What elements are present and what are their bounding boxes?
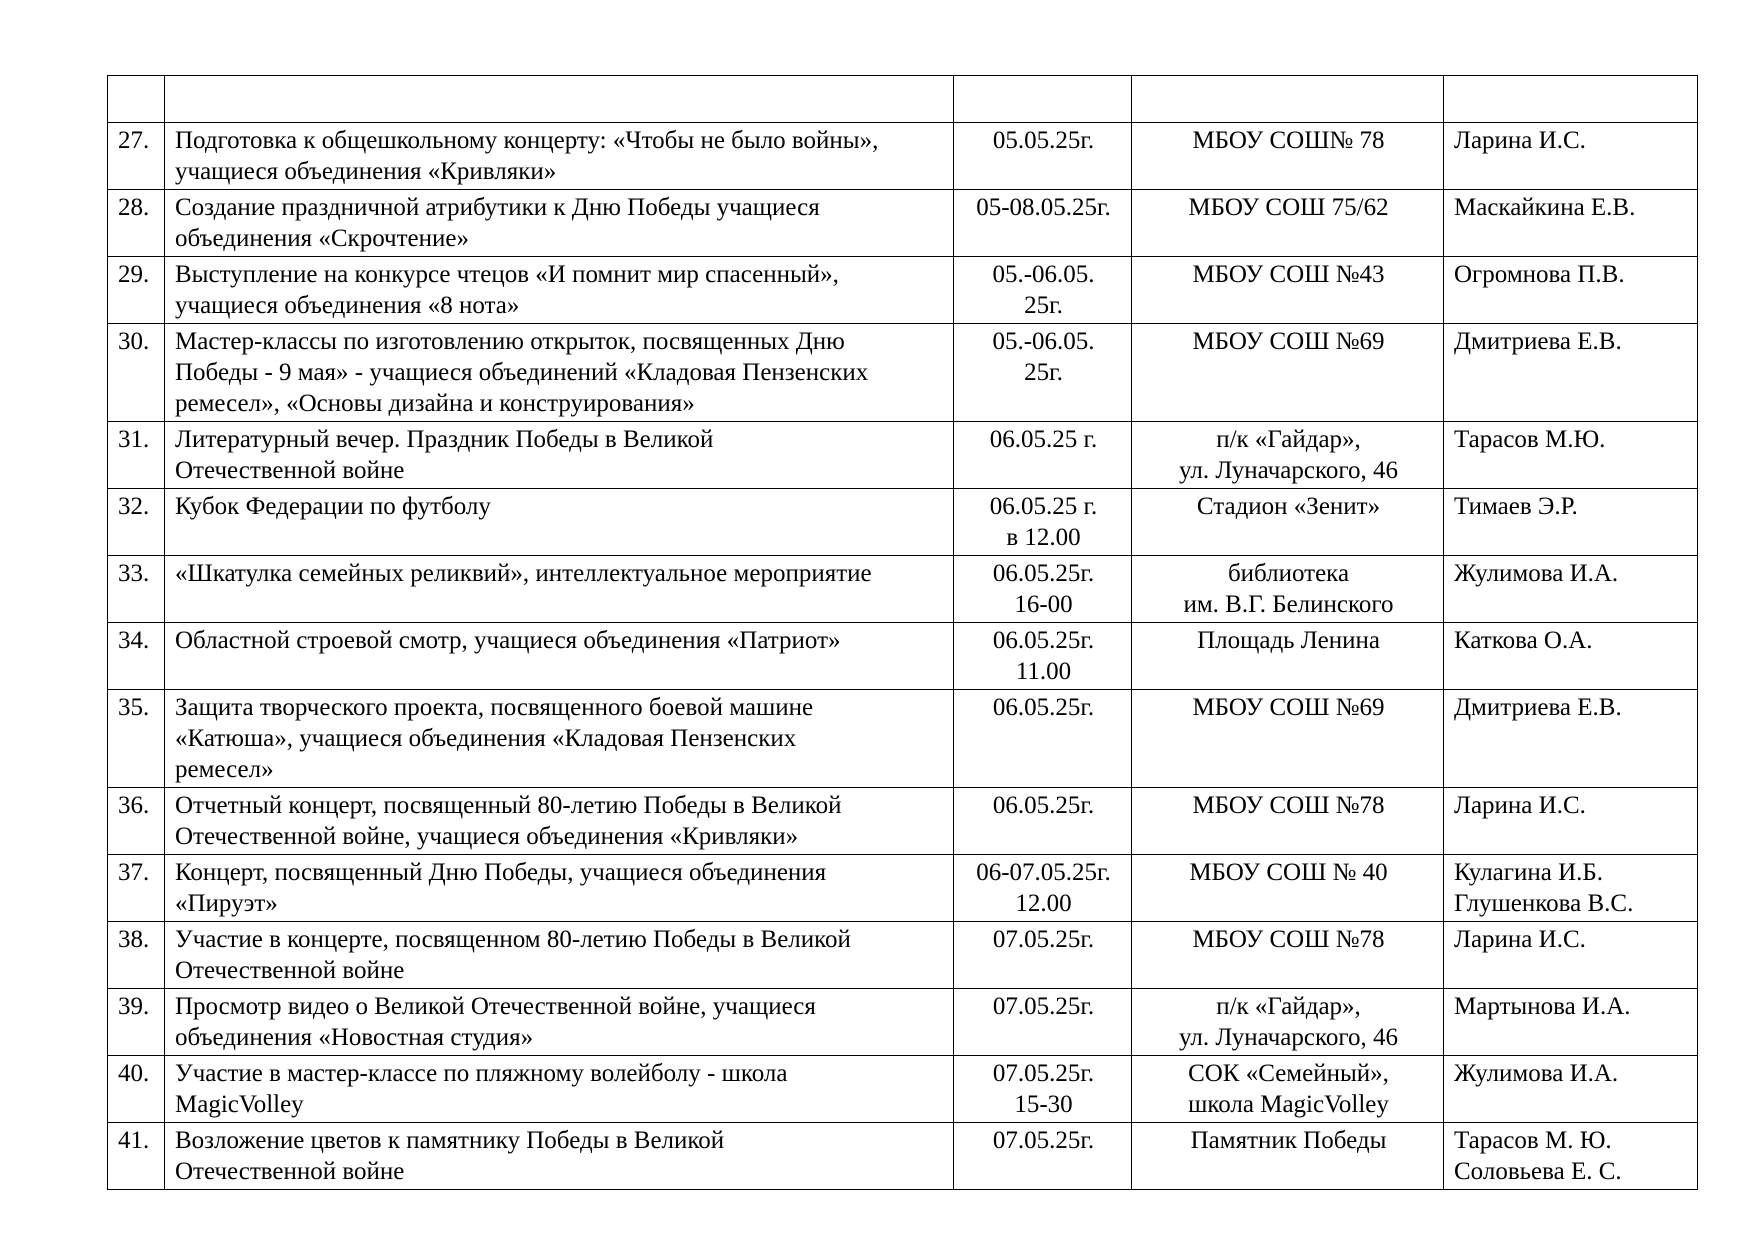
date-cell [954, 1056, 1132, 1123]
event-cell [165, 190, 954, 257]
row-number: 39. [108, 989, 165, 1056]
row-number: 27. [108, 123, 165, 190]
row-number: 31. [108, 422, 165, 489]
responsible-cell-line: Соловьева Е. С. [1454, 1158, 1622, 1185]
responsible-cell-line: Жулимова И.А. [1454, 1060, 1619, 1087]
place-cell-line: ул. Луначарского, 46 [1179, 1024, 1398, 1051]
event-cell-line: «Пируэт» [175, 890, 278, 917]
event-cell [165, 855, 954, 922]
event-cell-line: Подготовка к общешкольному концерту: «Чтобы не было войны», [175, 127, 879, 154]
date-cell [954, 257, 1132, 324]
date-cell-line: 06.05.25г. [992, 627, 1095, 654]
place-cell [1132, 190, 1444, 257]
date-cell [954, 855, 1132, 922]
event-cell [165, 1123, 954, 1190]
date-cell-line: 05-08.05.25г. [976, 194, 1111, 221]
responsible-cell [1444, 1123, 1698, 1190]
place-cell-line: МБОУ СОШ№ 78 [1192, 127, 1385, 154]
responsible-cell-line: Жулимова И.А. [1454, 560, 1619, 587]
place-cell-line: п/к «Гайдар», [1216, 993, 1361, 1020]
table-row [108, 422, 1698, 489]
row-number: 32. [108, 489, 165, 556]
table-row [108, 489, 1698, 556]
header-cell-person [1444, 76, 1698, 123]
date-cell [954, 922, 1132, 989]
event-cell [165, 422, 954, 489]
event-cell-line: Просмотр видео о Великой Отечественной войне, учащиеся [175, 993, 816, 1020]
date-cell-line: 15-30 [1014, 1091, 1073, 1118]
place-cell-line: МБОУ СОШ №69 [1192, 694, 1385, 721]
date-cell-line: 25г. [1024, 359, 1063, 386]
place-cell [1132, 623, 1444, 690]
place-cell-line: МБОУ СОШ 75/62 [1188, 194, 1389, 221]
date-cell-line: 07.05.25г. [992, 1127, 1095, 1154]
responsible-cell-line: Огромнова П.В. [1454, 261, 1625, 288]
row-number: 33. [108, 556, 165, 623]
place-cell [1132, 855, 1444, 922]
place-cell-line: Площадь Ленина [1197, 627, 1380, 654]
event-cell [165, 690, 954, 788]
event-cell-line: MagicVolley [175, 1091, 304, 1118]
responsible-cell [1444, 190, 1698, 257]
table-row [108, 123, 1698, 190]
place-cell [1132, 324, 1444, 422]
place-cell-line: МБОУ СОШ №78 [1192, 792, 1385, 819]
date-cell-line: 06.05.25г. [992, 694, 1095, 721]
event-cell-line: Мастер-классы по изготовлению открыток, посвященных Дню [175, 328, 845, 355]
event-cell-line: Участие в мастер-классе по пляжному волейболу - школа [175, 1060, 788, 1087]
place-cell-line: Памятник Победы [1190, 1127, 1387, 1154]
responsible-cell [1444, 623, 1698, 690]
table-row [108, 855, 1698, 922]
event-cell-line: объединения «Скрочтение» [175, 225, 469, 252]
event-cell-line: Возложение цветов к памятнику Победы в Великой [175, 1127, 725, 1154]
table-row [108, 190, 1698, 257]
place-cell [1132, 788, 1444, 855]
event-cell [165, 989, 954, 1056]
table-row [108, 788, 1698, 855]
place-cell-line: МБОУ СОШ № 40 [1189, 859, 1388, 886]
event-cell-line: учащиеся объединения «8 нота» [175, 292, 520, 319]
event-cell-line: объединения «Новостная студия» [175, 1024, 534, 1051]
date-cell [954, 623, 1132, 690]
header-cell-num [108, 76, 165, 123]
date-cell [954, 422, 1132, 489]
place-cell [1132, 922, 1444, 989]
responsible-cell-line: Ларина И.С. [1454, 127, 1586, 154]
date-cell-line: 06-07.05.25г. [976, 859, 1111, 886]
event-cell [165, 556, 954, 623]
responsible-cell-line: Каткова О.А. [1454, 627, 1593, 654]
responsible-cell [1444, 1056, 1698, 1123]
event-cell-line: Победы - 9 мая» - учащиеся объединений «Кладовая Пензенских [175, 359, 869, 386]
table-row [108, 690, 1698, 788]
table-row [108, 922, 1698, 989]
event-cell [165, 1056, 954, 1123]
events-table-body [108, 76, 1698, 1190]
place-cell-line: МБОУ СОШ №78 [1192, 926, 1385, 953]
header-cell-place [1132, 76, 1444, 123]
row-number: 37. [108, 855, 165, 922]
place-cell [1132, 690, 1444, 788]
responsible-cell-line: Тимаев Э.Р. [1454, 493, 1578, 520]
table-row [108, 1123, 1698, 1190]
place-cell-line: СОК «Семейный», [1188, 1060, 1389, 1087]
event-cell [165, 922, 954, 989]
table-row [108, 989, 1698, 1056]
date-cell [954, 556, 1132, 623]
date-cell-line: в 12.00 [1006, 524, 1081, 551]
table-row [108, 623, 1698, 690]
responsible-cell-line: Тарасов М.Ю. [1454, 426, 1606, 453]
event-cell-line: «Шкатулка семейных реликвий», интеллектуальное мероприятие [175, 560, 872, 587]
date-cell-line: 05.-06.05. [992, 261, 1095, 288]
place-cell-line: МБОУ СОШ №69 [1192, 328, 1385, 355]
responsible-cell [1444, 556, 1698, 623]
date-cell-line: 05.05.25г. [992, 127, 1095, 154]
date-cell-line: 06.05.25г. [992, 792, 1095, 819]
date-cell [954, 190, 1132, 257]
responsible-cell [1444, 922, 1698, 989]
date-cell-line: 06.05.25 г. [989, 493, 1098, 520]
date-cell-line: 05.-06.05. [992, 328, 1095, 355]
row-number: 28. [108, 190, 165, 257]
event-cell-line: Концерт, посвященный Дню Победы, учащиеся объединения [175, 859, 827, 886]
date-cell [954, 324, 1132, 422]
event-cell [165, 123, 954, 190]
responsible-cell [1444, 788, 1698, 855]
date-cell-line: 07.05.25г. [992, 1060, 1095, 1087]
date-cell-line: 06.05.25 г. [989, 426, 1098, 453]
event-cell-line: Выступление на конкурсе чтецов «И помнит мир спасенный», [175, 261, 839, 288]
event-cell [165, 324, 954, 422]
date-cell [954, 788, 1132, 855]
responsible-cell-line: Ларина И.С. [1454, 792, 1586, 819]
row-number: 41. [108, 1123, 165, 1190]
date-cell [954, 989, 1132, 1056]
place-cell-line: ул. Луначарского, 46 [1179, 457, 1398, 484]
event-cell [165, 623, 954, 690]
date-cell-line: 07.05.25г. [992, 926, 1095, 953]
event-cell-line: ремесел» [175, 756, 274, 783]
row-number: 35. [108, 690, 165, 788]
responsible-cell [1444, 489, 1698, 556]
place-cell-line: библиотека [1227, 560, 1350, 587]
event-cell-line: Отечественной войне [175, 957, 405, 984]
row-number: 36. [108, 788, 165, 855]
place-cell-line: им. В.Г. Белинского [1183, 591, 1394, 618]
date-cell-line: 07.05.25г. [992, 993, 1095, 1020]
event-cell-line: Создание праздничной атрибутики к Дню Победы учащиеся [175, 194, 820, 221]
place-cell [1132, 1123, 1444, 1190]
responsible-cell-line: Тарасов М. Ю. [1454, 1127, 1612, 1154]
responsible-cell [1444, 690, 1698, 788]
place-cell [1132, 1056, 1444, 1123]
place-cell [1132, 989, 1444, 1056]
event-cell-line: Кубок Федерации по футболу [175, 493, 491, 520]
row-number: 34. [108, 623, 165, 690]
responsible-cell [1444, 989, 1698, 1056]
date-cell-line: 11.00 [1015, 658, 1072, 685]
place-cell [1132, 257, 1444, 324]
header-cell-event [165, 76, 954, 123]
responsible-cell-line: Глушенкова В.С. [1454, 890, 1634, 917]
place-cell-line: п/к «Гайдар», [1216, 426, 1361, 453]
responsible-cell [1444, 257, 1698, 324]
place-cell [1132, 489, 1444, 556]
place-cell [1132, 422, 1444, 489]
place-cell [1132, 556, 1444, 623]
responsible-cell [1444, 855, 1698, 922]
responsible-cell-line: Кулагина И.Б. [1454, 859, 1604, 886]
date-cell [954, 123, 1132, 190]
event-cell [165, 257, 954, 324]
date-cell [954, 489, 1132, 556]
row-number: 29. [108, 257, 165, 324]
responsible-cell [1444, 324, 1698, 422]
table-row [108, 1056, 1698, 1123]
event-cell-line: Литературный вечер. Праздник Победы в Великой [175, 426, 714, 453]
responsible-cell [1444, 123, 1698, 190]
responsible-cell-line: Дмитриева Е.В. [1454, 694, 1622, 721]
date-cell-line: 12.00 [1015, 890, 1072, 917]
responsible-cell-line: Мартынова И.А. [1454, 993, 1631, 1020]
responsible-cell [1444, 422, 1698, 489]
event-cell [165, 489, 954, 556]
row-number: 38. [108, 922, 165, 989]
table-row [108, 556, 1698, 623]
row-number: 40. [108, 1056, 165, 1123]
event-cell-line: Отечественной войне [175, 1158, 405, 1185]
table-row [108, 324, 1698, 422]
table-row [108, 257, 1698, 324]
event-cell-line: Отечественной войне [175, 457, 405, 484]
responsible-cell-line: Дмитриева Е.В. [1454, 328, 1622, 355]
event-cell-line: «Катюша», учащиеся объединения «Кладовая Пензенских [175, 725, 797, 752]
date-cell [954, 1123, 1132, 1190]
event-cell-line: Защита творческого проекта, посвященного боевой машине [175, 694, 814, 721]
header-cell-date [954, 76, 1132, 123]
events-table [107, 75, 1698, 1190]
responsible-cell-line: Ларина И.С. [1454, 926, 1586, 953]
event-cell-line: Областной строевой смотр, учащиеся объединения «Патриот» [175, 627, 841, 654]
date-cell-line: 16-00 [1014, 591, 1073, 618]
responsible-cell-line: Маскайкина Е.В. [1454, 194, 1636, 221]
event-cell-line: учащиеся объединения «Кривляки» [175, 158, 557, 185]
event-cell-line: Отечественной войне, учащиеся объединения «Кривляки» [175, 823, 799, 850]
date-cell [954, 690, 1132, 788]
event-cell-line: Участие в концерте, посвященном 80-летию Победы в Великой [175, 926, 851, 953]
date-cell-line: 06.05.25г. [992, 560, 1095, 587]
event-cell-line: Отчетный концерт, посвященный 80-летию Победы в Великой [175, 792, 842, 819]
place-cell-line: школа MagicVolley [1188, 1091, 1389, 1118]
table-header-row [108, 76, 1698, 123]
place-cell-line: МБОУ СОШ №43 [1192, 261, 1385, 288]
date-cell-line: 25г. [1024, 292, 1063, 319]
event-cell-line: ремесел», «Основы дизайна и конструирования» [175, 390, 695, 417]
place-cell-line: Стадион «Зенит» [1196, 493, 1381, 520]
event-cell [165, 788, 954, 855]
place-cell [1132, 123, 1444, 190]
row-number: 30. [108, 324, 165, 422]
